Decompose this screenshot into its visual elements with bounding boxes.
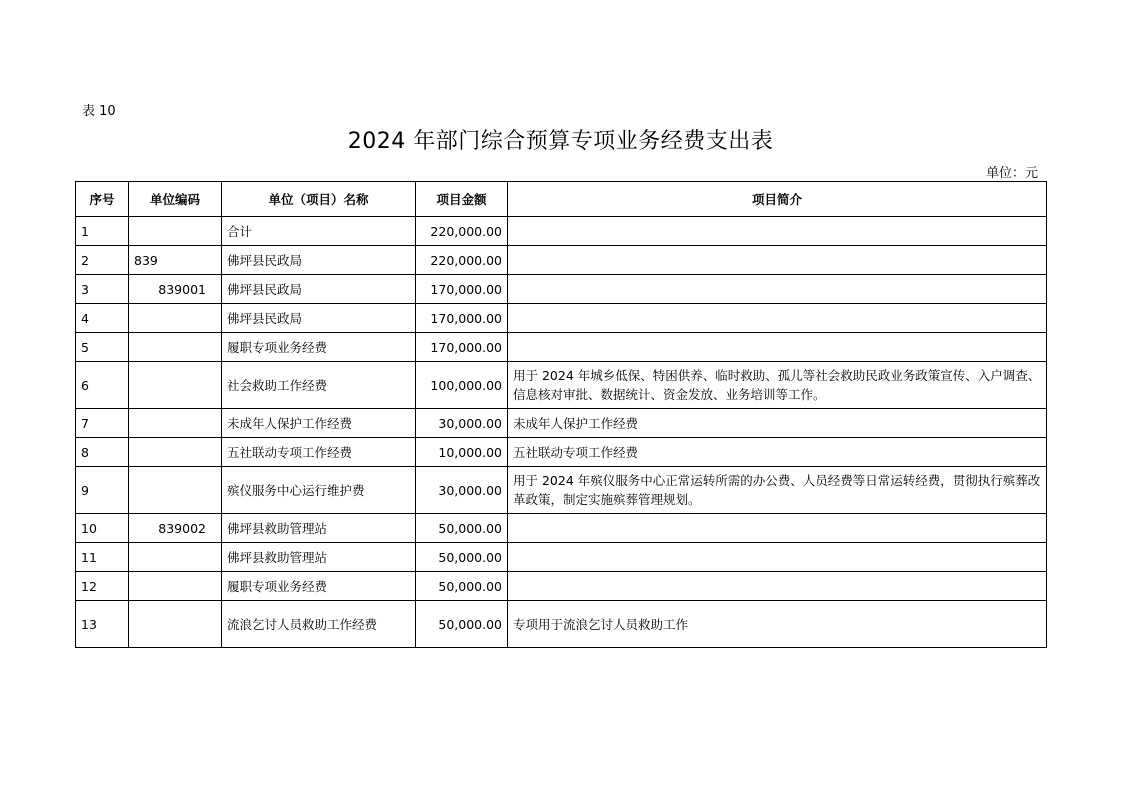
cell-name: 佛坪县民政局 [222, 275, 416, 304]
cell-seq: 6 [76, 362, 129, 409]
cell-name: 流浪乞讨人员救助工作经费 [222, 601, 416, 648]
cell-desc [508, 333, 1047, 362]
cell-name: 履职专项业务经费 [222, 572, 416, 601]
table-row [76, 438, 1047, 467]
cell-name: 佛坪县救助管理站 [222, 514, 416, 543]
header-amount: 项目金额 [416, 182, 508, 217]
cell-seq: 4 [76, 304, 129, 333]
cell-amount: 50,000.00 [416, 514, 508, 543]
cell-code [129, 601, 222, 648]
cell-code [129, 438, 222, 467]
cell-name: 殡仪服务中心运行维护费 [222, 467, 416, 514]
cell-desc: 专项用于流浪乞讨人员救助工作 [508, 601, 1047, 648]
cell-name: 履职专项业务经费 [222, 333, 416, 362]
header-name: 单位（项目）名称 [222, 182, 416, 217]
table-row [76, 601, 1047, 648]
table-row [76, 409, 1047, 438]
cell-desc [508, 514, 1047, 543]
cell-name: 佛坪县救助管理站 [222, 543, 416, 572]
header-code: 单位编码 [129, 182, 222, 217]
cell-desc [508, 275, 1047, 304]
cell-desc: 用于 2024 年城乡低保、特困供养、临时救助、孤儿等社会救助民政业务政策宣传、入户调查、信息核对审批、数据统计、资金发放、业务培训等工作。 [508, 362, 1047, 409]
budget-table [75, 181, 1047, 648]
table-number-label: 表 10 [82, 104, 116, 119]
table-row [76, 275, 1047, 304]
cell-amount: 100,000.00 [416, 362, 508, 409]
table-row [76, 543, 1047, 572]
cell-desc: 五社联动专项工作经费 [508, 438, 1047, 467]
cell-desc [508, 304, 1047, 333]
table-row [76, 514, 1047, 543]
cell-code: 839 [129, 246, 222, 275]
document-title: 2024 年部门综合预算专项业务经费支出表 [347, 129, 774, 154]
cell-seq: 5 [76, 333, 129, 362]
cell-amount: 50,000.00 [416, 572, 508, 601]
cell-amount: 50,000.00 [416, 601, 508, 648]
cell-desc [508, 572, 1047, 601]
cell-amount: 170,000.00 [416, 304, 508, 333]
table-row [76, 467, 1047, 514]
cell-name: 社会救助工作经费 [222, 362, 416, 409]
cell-seq: 2 [76, 246, 129, 275]
unit-note: 单位：元 [985, 166, 1038, 181]
cell-seq: 11 [76, 543, 129, 572]
cell-name: 佛坪县民政局 [222, 246, 416, 275]
cell-seq: 8 [76, 438, 129, 467]
cell-code [129, 572, 222, 601]
cell-amount: 220,000.00 [416, 217, 508, 246]
cell-amount: 30,000.00 [416, 409, 508, 438]
header-desc: 项目简介 [508, 182, 1047, 217]
cell-amount: 170,000.00 [416, 333, 508, 362]
cell-amount: 30,000.00 [416, 467, 508, 514]
table-row [76, 217, 1047, 246]
table-row [76, 304, 1047, 333]
table-header-row [76, 182, 1047, 217]
cell-code [129, 217, 222, 246]
cell-amount: 220,000.00 [416, 246, 508, 275]
header-seq: 序号 [76, 182, 129, 217]
cell-seq: 1 [76, 217, 129, 246]
cell-name: 合计 [222, 217, 416, 246]
cell-desc: 未成年人保护工作经费 [508, 409, 1047, 438]
cell-code [129, 467, 222, 514]
table-row [76, 572, 1047, 601]
cell-amount: 10,000.00 [416, 438, 508, 467]
cell-code: 839002 [129, 514, 222, 543]
cell-seq: 9 [76, 467, 129, 514]
cell-code [129, 304, 222, 333]
cell-name: 五社联动专项工作经费 [222, 438, 416, 467]
cell-code [129, 543, 222, 572]
cell-code [129, 333, 222, 362]
table-row [76, 362, 1047, 409]
cell-code [129, 362, 222, 409]
table-row [76, 333, 1047, 362]
cell-desc: 用于 2024 年殡仪服务中心正常运转所需的办公费、人员经费等日常运转经费，贯彻执行殡葬改革政策，制定实施殡葬管理规划。 [508, 467, 1047, 514]
cell-name: 佛坪县民政局 [222, 304, 416, 333]
cell-desc [508, 246, 1047, 275]
cell-name: 未成年人保护工作经费 [222, 409, 416, 438]
cell-desc [508, 217, 1047, 246]
cell-seq: 12 [76, 572, 129, 601]
cell-seq: 13 [76, 601, 129, 648]
cell-seq: 10 [76, 514, 129, 543]
cell-amount: 50,000.00 [416, 543, 508, 572]
cell-seq: 3 [76, 275, 129, 304]
cell-code [129, 409, 222, 438]
cell-desc [508, 543, 1047, 572]
cell-code: 839001 [129, 275, 222, 304]
cell-amount: 170,000.00 [416, 275, 508, 304]
table-row [76, 246, 1047, 275]
cell-seq: 7 [76, 409, 129, 438]
